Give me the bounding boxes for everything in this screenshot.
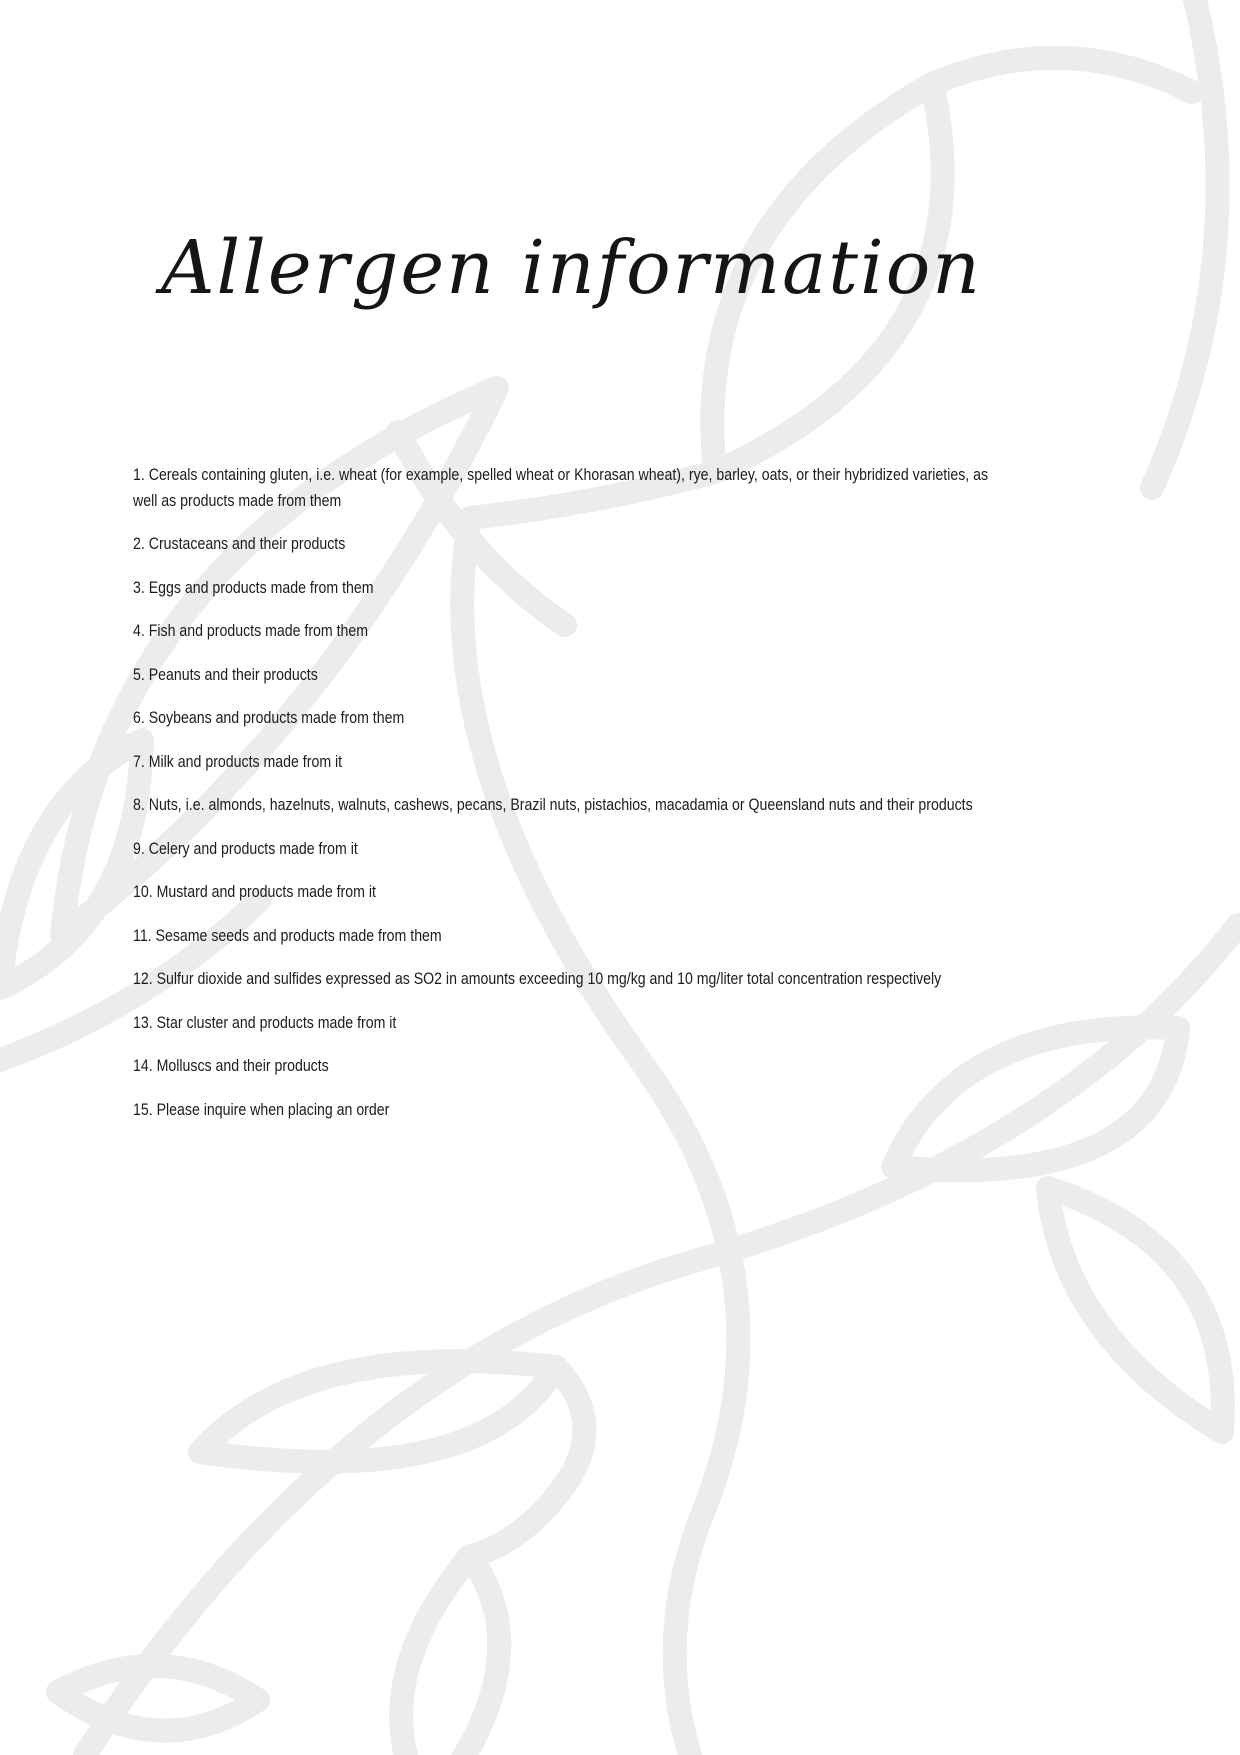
allergen-item-14: 14. Molluscs and their products xyxy=(133,1056,329,1075)
allergen-item-11: 11. Sesame seeds and products made from them xyxy=(133,925,442,945)
allergen-item-9: 9. Celery and products made from it xyxy=(133,838,358,858)
allergen-list xyxy=(133,462,1008,1122)
allergen-item-1: 1. Cereals containing gluten, i.e. wheat (for example, spelled wheat or Khorasan wheat), rye, barley, oats, or their hybridized varieties, as well as products made from them xyxy=(133,465,989,510)
allergen-item-8: 8. Nuts, i.e. almonds, hazelnuts, walnuts, cashews, pecans, Brazil nuts, pistachios, macadamia or Queensland nuts and their products xyxy=(133,795,973,814)
page-title: Allergen information xyxy=(161,225,982,311)
allergen-item-7: 7. Milk and products made from it xyxy=(133,751,343,771)
allergen-item-2: 2. Crustaceans and their products xyxy=(133,534,346,553)
allergen-item-13: 13. Star cluster and products made from it xyxy=(133,1012,397,1032)
allergen-item-6: 6. Soybeans and products made from them xyxy=(133,708,405,727)
allergen-item-10: 10. Mustard and products made from it xyxy=(133,882,376,901)
allergen-item-15: 15. Please inquire when placing an order xyxy=(133,1099,390,1119)
allergen-item-5: 5. Peanuts and their products xyxy=(133,664,318,684)
allergen-item-3: 3. Eggs and products made from them xyxy=(133,577,374,597)
allergen-item-12: 12. Sulfur dioxide and sulfides expressed as SO2 in amounts exceeding 10 mg/kg and 10 mg/liter total concentration respectively xyxy=(133,969,942,988)
allergen-item-4: 4. Fish and products made from them xyxy=(133,621,369,640)
